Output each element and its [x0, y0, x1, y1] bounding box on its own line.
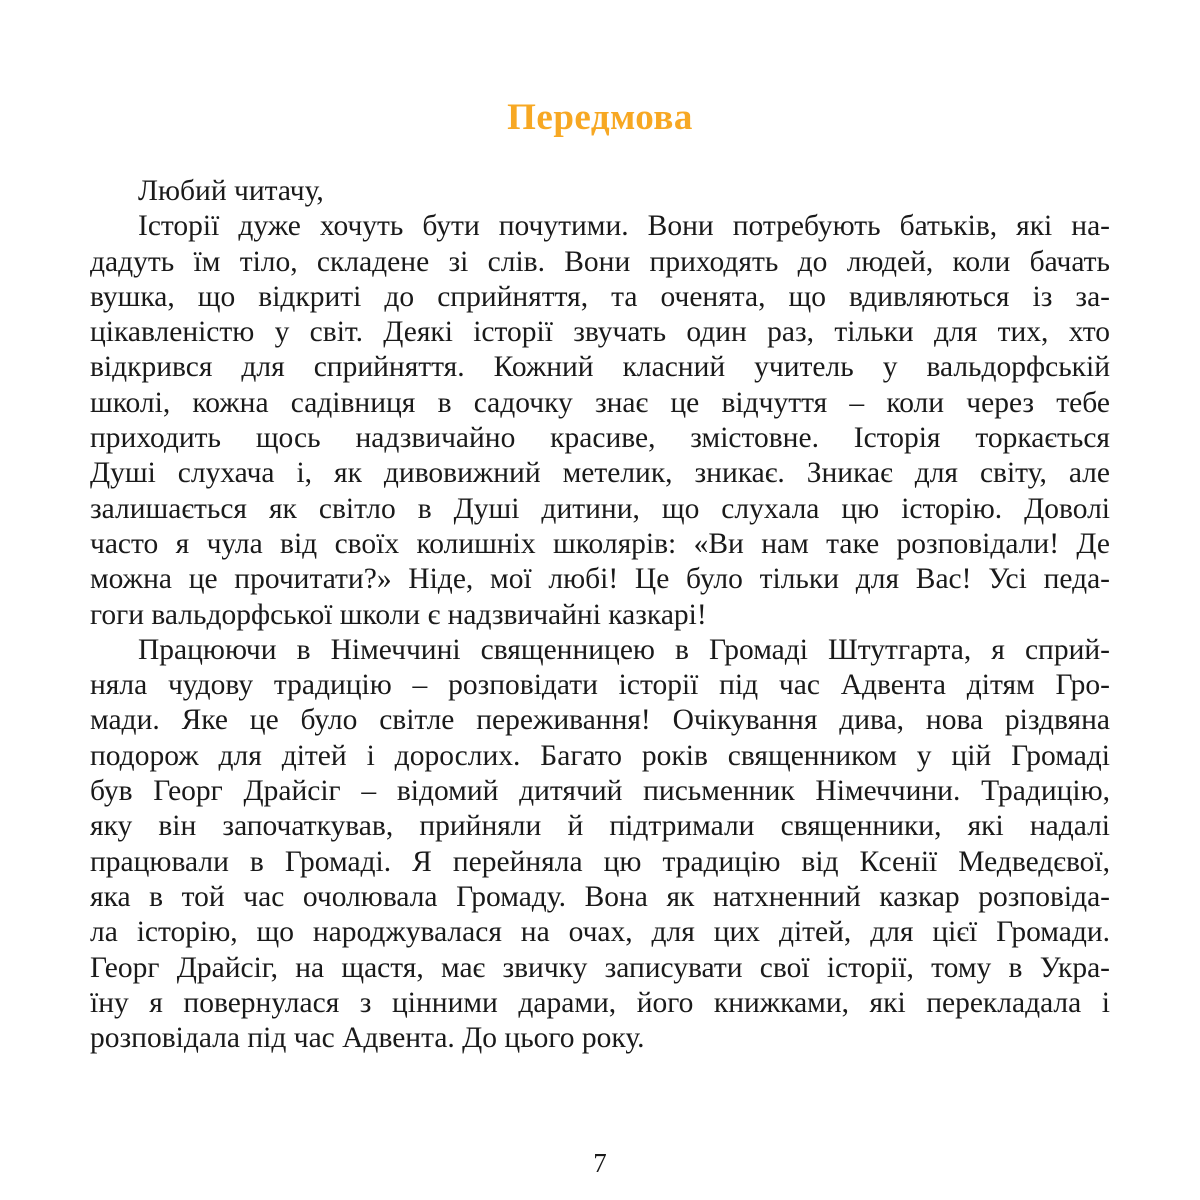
- text-line: яку він започаткував, прийняли й підтримали священники, які надалі: [90, 810, 1110, 843]
- text-line: яка в той час очолювала Громаду. Вона як натхненний казкар розповіда-: [90, 880, 1110, 913]
- text-line: мади. Яке це було світле переживання! Очікування дива, нова різдвяна: [90, 704, 1110, 737]
- text-line: можна це прочитати?» Ніде, мої любі! Це було тільки для Вас! Усі педа-: [90, 563, 1110, 596]
- text-line: подорож для дітей і дорослих. Багато років священником у цій Громаді: [90, 739, 1110, 772]
- text-line: відкрився для сприйняття. Кожний класний учитель у вальдорфській: [90, 351, 1110, 384]
- page-title: Передмова: [507, 97, 693, 138]
- text-line: приходить щось надзвичайно красиве, змістовне. Історія торкається: [90, 422, 1110, 455]
- text-line: працювали в Громаді. Я перейняла цю традицію від Ксенії Медведєвої,: [90, 845, 1110, 878]
- body-text: [90, 174, 1110, 1056]
- text-line: їну я повернулася з цінними дарами, його книжками, які перекладала і: [90, 986, 1110, 1019]
- text-line: Історії дуже хочуть бути почутими. Вони потребують батьків, які на-: [138, 210, 1110, 243]
- text-line: часто я чула від своїх колишніх школярів: «Ви нам таке розповідали! Де: [90, 527, 1110, 560]
- text-line: гоги вальдорфської школи є надзвичайні казкарі!: [90, 598, 707, 631]
- text-line: вушка, що відкриті до сприйняття, та оченята, що вдивляються із за-: [90, 280, 1110, 313]
- text-line: розповідала під час Адвента. До цього року.: [90, 1022, 645, 1055]
- text-line: школі, кожна садівниця в садочку знає це відчуття – коли через тебе: [90, 386, 1110, 419]
- text-line: дадуть їм тіло, складене зі слів. Вони приходять до людей, коли бачать: [90, 245, 1110, 278]
- text-line: Душі слухача і, як дивовижний метелик, зникає. Зникає для світу, але: [90, 457, 1110, 490]
- greeting-line: Любий читачу,: [138, 175, 324, 207]
- text-line: ла історію, що народжувалася на очах, для цих дітей, для цієї Громади.: [90, 916, 1110, 949]
- text-line: залишається як світло в Душі дитини, що слухала цю історію. Доволі: [90, 492, 1110, 525]
- text-line: Працюючи в Німеччині священницею в Громаді Штутгарта, я сприй-: [138, 633, 1110, 666]
- page-number: 7: [593, 1148, 607, 1178]
- text-line: цікавленістю у світ. Деякі історії звучать один раз, тільки для тих, хто: [90, 316, 1110, 349]
- text-line: няла чудову традицію – розповідати історії під час Адвента дітям Гро-: [90, 669, 1110, 702]
- text-line: Георг Драйсіг, на щастя, має звичку записувати свої історії, тому в Укра-: [90, 951, 1110, 984]
- text-line: був Георг Драйсіг – відомий дитячий письменник Німеччини. Традицію,: [90, 775, 1110, 808]
